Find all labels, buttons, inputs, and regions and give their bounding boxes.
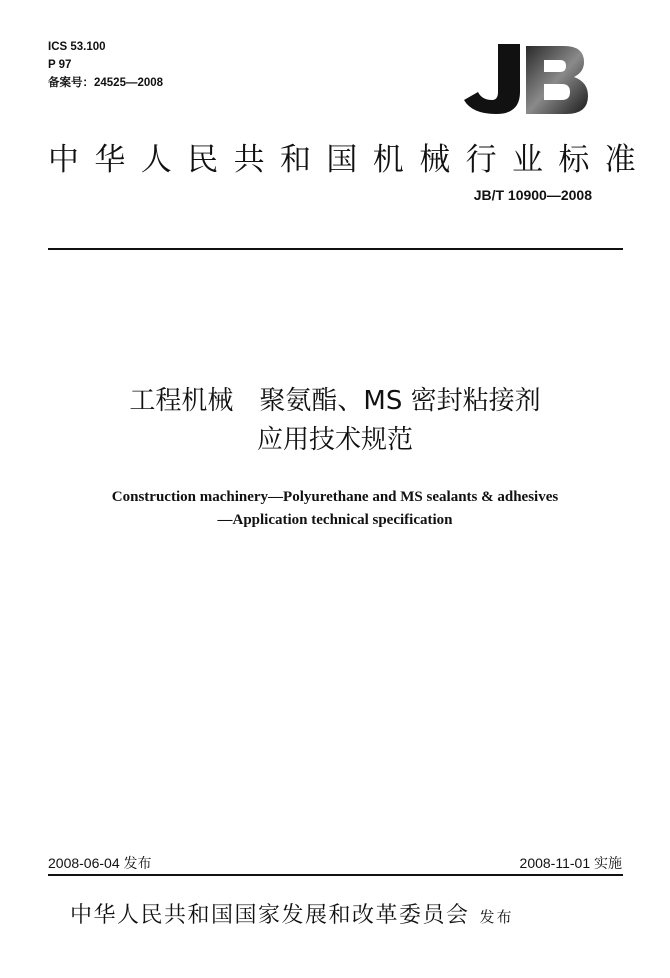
filing-number: 备案号：24525—2008 — [48, 77, 164, 89]
implementation-date: 2008-11-01 实施 — [519, 855, 622, 871]
footer-divider — [48, 874, 623, 876]
industry-standard-title: 中华人民共和国机械行业标准 — [48, 142, 652, 178]
publisher-line — [70, 898, 514, 929]
title-english-line2: —Application technical specification — [217, 512, 453, 528]
title-english-line1: Construction machinery—Polyurethane and MS sealants & adhesives — [111, 489, 559, 505]
issue-date: 2008-06-04 发布 — [48, 855, 152, 871]
header-divider — [48, 248, 623, 250]
publisher-name: 中华人民共和国国家发展和改革委员会 — [70, 903, 470, 928]
ics-code: ICS 53.100 — [48, 41, 106, 53]
publisher-suffix: 发布 — [479, 908, 514, 926]
title-chinese-line1: 工程机械 聚氨酯、MS 密封粘接剂 — [129, 386, 541, 416]
jb-logo — [460, 40, 590, 118]
title-chinese-line2: 应用技术规范 — [256, 425, 413, 455]
standard-number: JB/T 10900—2008 — [473, 187, 592, 203]
metadata-block — [48, 38, 163, 92]
classification-code: P 97 — [48, 59, 72, 71]
